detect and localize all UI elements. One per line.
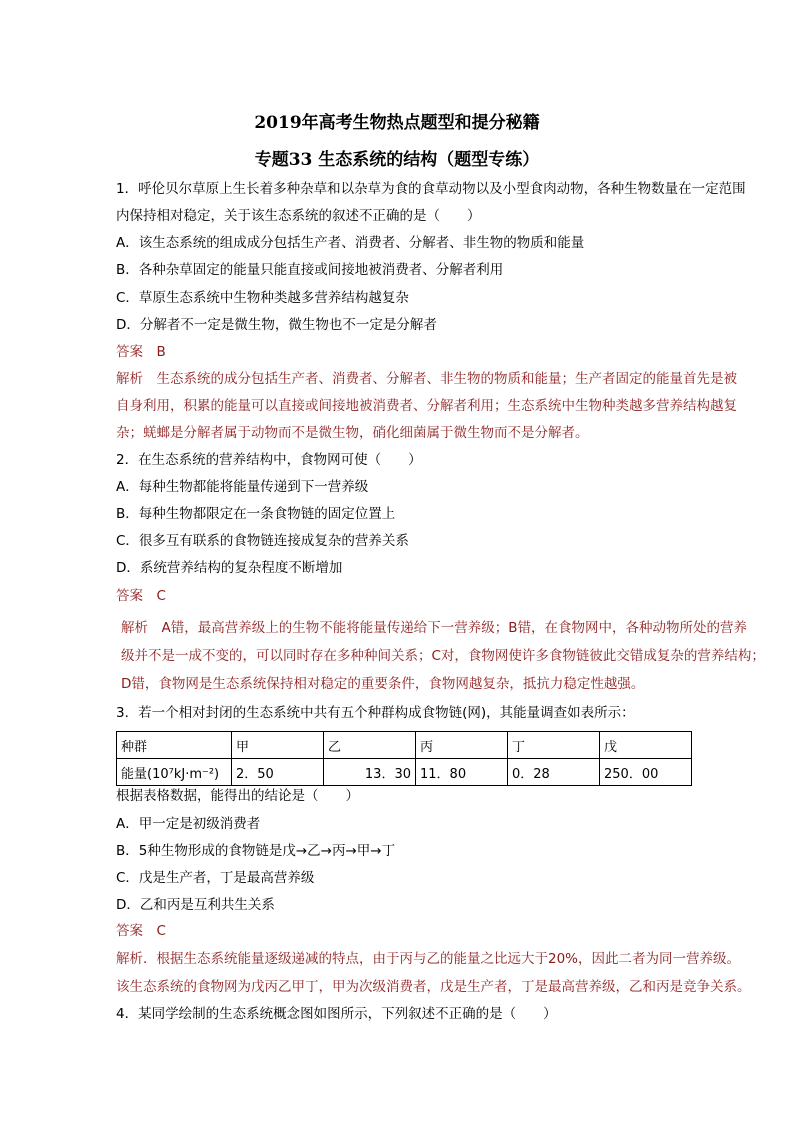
table-header-cell: 种群	[117, 732, 232, 759]
q3-prompt: 根据表格数据，能得出的结论是（ ）	[116, 788, 359, 804]
table-cell: 0．28	[508, 759, 600, 786]
document-title: 2019年高考生物热点题型和提分秘籍	[254, 113, 540, 133]
q1-option-b: B．各种杂草固定的能量只能直接或间接地被消费者、分解者利用	[116, 262, 504, 278]
q1-stem-line-2: 内保持相对稳定，关于该生态系统的叙述不正确的是（ ）	[116, 208, 481, 224]
q3-option-b: B．5种生物形成的食物链是戊→乙→丙→甲→丁	[116, 843, 396, 859]
q2-answer: 答案 C	[116, 588, 166, 604]
q1-stem-line-1: 1．呼伦贝尔草原上生长着多种杂草和以杂草为食的食草动物以及小型食肉动物，各种生物数量在一定范围	[116, 181, 746, 197]
document-subtitle: 专题33 生态系统的结构（题型专练）	[254, 150, 540, 170]
q1-analysis-line-2: 自身利用，积累的能量可以直接或间接地被消费者、分解者利用；生态系统中生物种类越多营养结构越复	[116, 398, 737, 414]
q2-analysis-line-1: 解析 A错，最高营养级上的生物不能将能量传递给下一营养级；B错，在食物网中，各种动物所处的营养	[121, 620, 747, 636]
q2-option-a: A．每种生物都能将能量传递到下一营养级	[116, 479, 369, 495]
q2-option-c: C．很多互有联系的食物链连接成复杂的营养关系	[116, 533, 409, 549]
q1-analysis-line-3: 杂；蜣螂是分解者属于动物而不是微生物，硝化细菌属于微生物而不是分解者。	[116, 425, 589, 441]
table-header-cell: 丁	[508, 732, 600, 759]
q1-analysis-line-1: 解析 生态系统的成分包括生产者、消费者、分解者、非生物的物质和能量；生产者固定的能量首先是被	[116, 371, 737, 387]
q2-analysis-line-2: 级并不是一成不变的，可以同时存在多种种间关系；C对，食物网使许多食物链彼此交错成复杂的营养结构；	[121, 648, 765, 664]
q2-analysis-line-3: D错，食物网是生态系统保持相对稳定的重要条件，食物网越复杂，抵抗力稳定性越强。	[121, 676, 645, 692]
q4-stem: 4．某同学绘制的生态系统概念图如图所示，下列叙述不正确的是（ ）	[116, 1006, 557, 1022]
q3-analysis-line-1: 解析．根据生态系统能量逐级递减的特点，由于丙与乙的能量之比远大于20%，因此二者为同一营养级。	[116, 951, 741, 967]
q3-stem: 3．若一个相对封闭的生态系统中共有五个种群构成食物链(网)，其能量调查如表所示：	[116, 705, 635, 721]
q1-option-c: C．草原生态系统中生物种类越多营养结构越复杂	[116, 290, 409, 306]
table-row-label: 能量(10⁷kJ·m⁻²)	[117, 759, 232, 786]
q3-option-c: C．戊是生产者，丁是最高营养级	[116, 870, 315, 886]
table-cell: 11．80	[416, 759, 508, 786]
table-row	[117, 732, 692, 759]
q1-option-a: A．该生态系统的组成成分包括生产者、消费者、分解者、非生物的物质和能量	[116, 235, 585, 251]
q3-option-a: A．甲一定是初级消费者	[116, 816, 261, 832]
table-cell: 2．50	[232, 759, 324, 786]
q1-answer: 答案 B	[116, 344, 166, 360]
table-cell: 250．00	[600, 759, 692, 786]
table-header-cell: 戊	[600, 732, 692, 759]
q3-option-d: D．乙和丙是互利共生关系	[116, 897, 275, 913]
table-header-cell: 乙	[324, 732, 416, 759]
table-cell: 13．30	[324, 759, 416, 786]
table-row	[117, 759, 692, 786]
energy-table	[116, 731, 692, 786]
table-header-cell: 甲	[232, 732, 324, 759]
q3-analysis-line-2: 该生态系统的食物网为戊丙乙甲丁，甲为次级消费者，戊是生产者，丁是最高营养级，乙和丙是竞争关系。	[116, 979, 751, 995]
q1-option-d: D．分解者不一定是微生物，微生物也不一定是分解者	[116, 317, 437, 333]
q3-answer: 答案 C	[116, 923, 166, 939]
table-header-cell: 丙	[416, 732, 508, 759]
q2-option-b: B．每种生物都限定在一条食物链的固定位置上	[116, 506, 396, 522]
q2-stem: 2．在生态系统的营养结构中，食物网可使（ ）	[116, 452, 422, 468]
q2-option-d: D．系统营养结构的复杂程度不断增加	[116, 560, 343, 576]
